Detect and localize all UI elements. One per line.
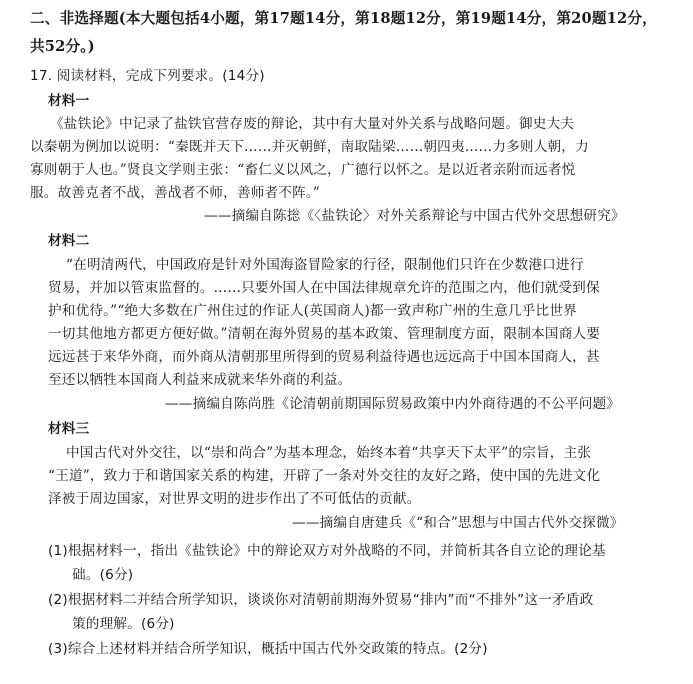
material-1-source: ——摘编自陈捴《〈盐铁论〉对外关系辩论与中国古代外交思想研究》 xyxy=(204,208,625,224)
material-2-label: 材料二 xyxy=(48,233,90,249)
material-1-line: 以秦朝为例加以说明：“秦既并天下……并灭朝鲜，南取陆梁……朝四夷……力多则人朝，力 xyxy=(30,139,589,155)
material-1-line: 服。故善克者不战，善战者不师，善师者不阵。” xyxy=(30,185,321,201)
material-3-line: “王道”，致力于和谐国家关系的构建，开辟了一条对外交往的友好之路，使中国的先进文化 xyxy=(48,468,601,484)
question-17-title: 17. 阅读材料，完成下列要求。(14分) xyxy=(30,68,265,84)
section-header-line2: 共52分。) xyxy=(30,38,95,55)
material-3-line: 泽被于周边国家，对世界文明的进步作出了不可低估的贡献。 xyxy=(48,491,421,507)
material-3-label: 材料三 xyxy=(48,421,90,437)
material-1-line: 《盐铁论》中记录了盐铁官营存废的辩论，其中有大量对外关系与战略问题。御史大夫 xyxy=(50,116,575,132)
material-1-line: 寡则朝于人也。”贤良文学则主张：“畜仁义以风之，广德行以怀之。是以近者亲附而远者悦 xyxy=(30,162,576,178)
sub-question-1-line2: 础。(6分) xyxy=(72,567,134,583)
material-2-line: 一切其他地方都更方便好做。”清朝在海外贸易的基本政策、管理制度方面，限制本国商人要 xyxy=(48,326,601,342)
sub-question-2-line2: 策的理解。(6分) xyxy=(72,616,175,632)
sub-question-3: (3)综合上述材料并结合所学知识，概括中国古代外交政策的特点。(2分) xyxy=(48,641,488,657)
sub-question-2-line1: (2)根据材料二并结合所学知识，谈谈你对清朝前期海外贸易“排内”而“不排外”这一矛盾政 xyxy=(48,592,594,608)
material-2-line: 远远甚于来华外商，而外商从清朝那里所得到的贸易利益待遇也远远高于中国本国商人，甚 xyxy=(48,349,600,365)
material-1-label: 材料一 xyxy=(48,93,90,109)
material-3-line: 中国古代对外交往，以“崇和尚合”为基本理念，始终本着“共享天下太平”的宗旨，主张 xyxy=(66,445,592,461)
material-2-line: 护和优待。”“绝大多数在广州住过的作证人(英国商人)都一致声称广州的生意几乎比世界 xyxy=(48,303,577,319)
material-2-line: 至还以牺牲本国商人利益来成就来华外商的利益。 xyxy=(48,372,352,388)
material-2-source: ——摘编自陈尚胜《论清朝前期国际贸易政策中内外商待遇的不公平问题》 xyxy=(165,396,621,412)
sub-question-1-line1: (1)根据材料一，指出《盐铁论》中的辩论双方对外战略的不同，并简析其各自立论的理论基 xyxy=(48,543,606,559)
section-header-line1: 二、非选择题(本大题包括4小题，第17题14分，第18题12分，第19题14分，第20题12分， xyxy=(30,10,657,27)
material-3-source: ——摘编自唐建兵《“和合”思想与中国古代外交探微》 xyxy=(292,515,624,531)
material-2-line: 贸易，并加以管束监督的。……只要外国人在中国法律规章允许的范围之内，他们就受到保 xyxy=(48,280,600,296)
material-2-line: “在明清两代，中国政府是针对外国海盗冒险家的行径，限制他们只许在少数港口进行 xyxy=(66,257,584,273)
